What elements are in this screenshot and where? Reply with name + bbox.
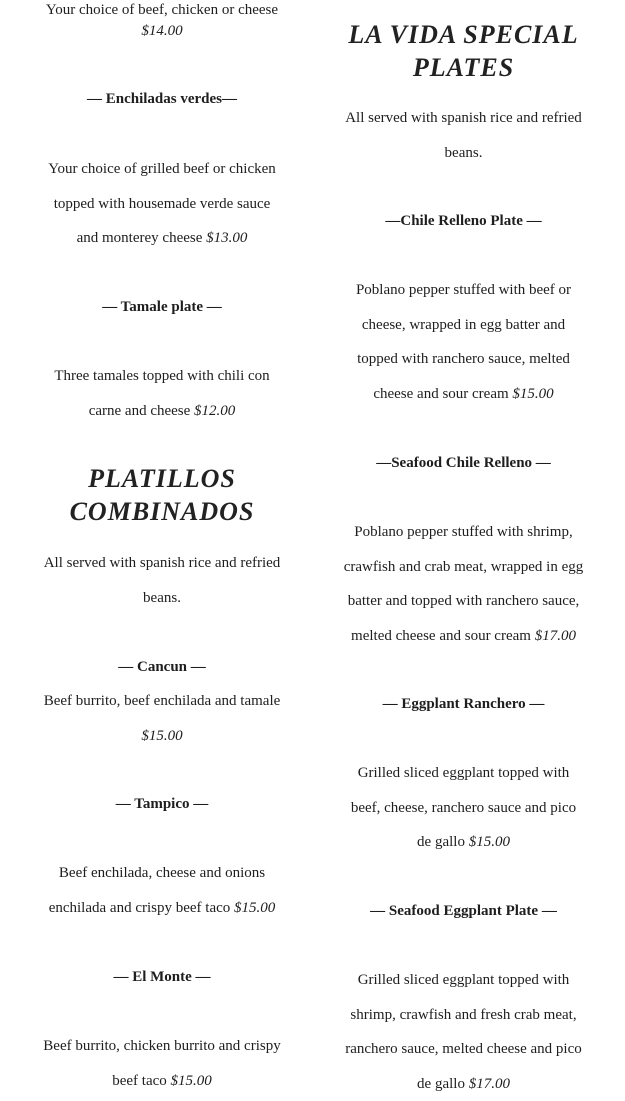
menu-item-description: [22, 1029, 302, 1098]
menu-item-name: —Seafood Chile Relleno —: [376, 455, 551, 471]
item-price: $13.00: [206, 230, 248, 246]
item-price: $15.00: [468, 834, 510, 850]
section-subtitle: All served with spanish rice and refried beans.: [345, 110, 582, 161]
section-title: PLATILLOS COMBINADOS: [69, 464, 255, 526]
item-desc: Beef enchilada, cheese and onions enchilada and crispy beef taco: [48, 865, 266, 916]
item-desc: Your choice of beef, chicken or cheese: [45, 2, 279, 18]
item-desc: Three tamales topped with chili con carne and cheese: [54, 368, 270, 419]
menu-item-name: — Tampico —: [115, 796, 209, 812]
menu-item-description: [22, 152, 302, 256]
item-desc: Beef burrito, chicken burrito and crispy beef taco: [43, 1038, 281, 1089]
section-subtitle: All served with spanish rice and refried beans.: [43, 555, 281, 606]
menu-item-name: —Chile Relleno Plate —: [385, 213, 542, 229]
menu-item-description: [22, 359, 302, 428]
item-price: $15.00: [141, 727, 183, 744]
menu-item-price: $14.00: [141, 23, 183, 39]
item-desc: Poblano pepper stuffed with shrimp, crawfish and crab meat, wrapped in egg batter and topped with ranchero sauce, melted cheese and sour cream: [343, 524, 584, 644]
item-price: $17.00: [534, 627, 576, 644]
menu-item-name: — Tamale plate —: [102, 299, 222, 315]
menu-item-name: — Enchiladas verdes—: [86, 91, 237, 107]
menu-item-description: [322, 963, 605, 1101]
item-desc: Your choice of grilled beef or chicken topped with housemade verde sauce and monterey cheese: [48, 161, 276, 246]
menu-item-name: — Seafood Eggplant Plate —: [370, 903, 557, 919]
menu-item-description: [22, 856, 302, 925]
menu-item-description: [22, 684, 302, 753]
item-price: $17.00: [468, 1075, 510, 1092]
menu-item-description: [322, 515, 605, 653]
item-desc: Beef burrito, beef enchilada and tamale: [43, 693, 281, 709]
section-title: LA VIDA SPECIAL PLATES: [348, 20, 579, 82]
menu-item-name: — Cancun —: [118, 659, 206, 675]
menu-item-name: — Eggplant Ranchero —: [382, 696, 545, 712]
menu-item-description: [322, 756, 605, 860]
item-desc: Grilled sliced eggplant topped with shrimp, crawfish and fresh crab meat, ranchero sauce, melted cheese and pico de gallo: [345, 972, 582, 1092]
item-price: $15.00: [234, 899, 276, 916]
item-price: $15.00: [170, 1072, 212, 1089]
item-desc: Grilled sliced eggplant topped with beef, cheese, ranchero sauce and pico de gallo: [350, 765, 577, 850]
item-price: $15.00: [512, 385, 554, 402]
menu-item-description: [322, 273, 605, 411]
item-price: $12.00: [194, 402, 236, 419]
item-desc: Poblano pepper stuffed with beef or cheese, wrapped in egg batter and topped with ranchero sauce, melted cheese and sour cream: [355, 282, 572, 402]
menu-item-name: — El Monte —: [113, 969, 211, 985]
